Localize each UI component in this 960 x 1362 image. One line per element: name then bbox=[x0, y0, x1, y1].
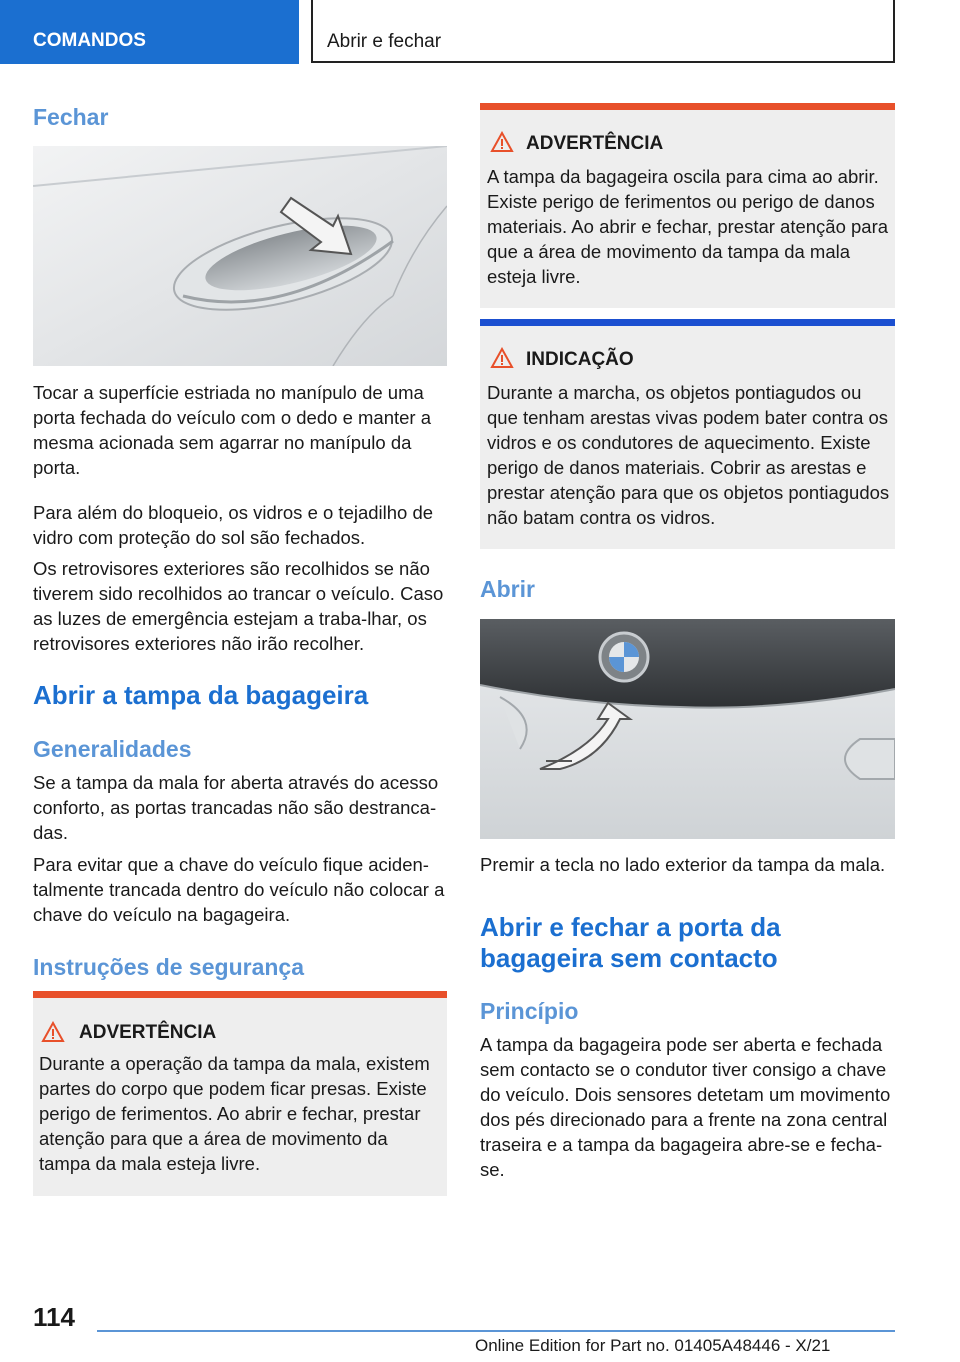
warning-text: Durante a operação da tampa da mala, existem partes do corpo que podem ficar presas. Existe perigo de ferimentos. Ao abrir e fechar, prestar atenção para que a área de movimento da tampa da mala esteja livre. bbox=[39, 1053, 430, 1174]
section-tab bbox=[0, 0, 299, 64]
paragraph-fechar-1: Tocar a superfície estriada no manípulo de uma porta fechada do veículo com o dedo e manter a mesma acionada sem agarrar no manípulo da porta. bbox=[33, 382, 432, 478]
door-handle-illustration bbox=[33, 146, 447, 366]
trunk-button-illustration bbox=[480, 619, 895, 839]
warning-title: ADVERTÊNCIA bbox=[526, 133, 664, 154]
section-label: COMANDOS bbox=[33, 30, 146, 51]
footer-rule bbox=[97, 1330, 895, 1332]
paragraph-generalidades-2: Para evitar que a chave do veículo fique aciden-talmente trancada dentro do veículo não colocar a chave do veículo na bagageira. bbox=[33, 854, 445, 925]
page-header-title-box bbox=[311, 0, 895, 63]
warning-triangle-icon bbox=[490, 131, 514, 153]
warning-title: ADVERTÊNCIA bbox=[79, 1022, 217, 1043]
warning-text: A tampa da bagageira oscila para cima ao abrir. Existe perigo de ferimentos ou perigo de danos materiais. Ao abrir e fechar, prestar atenção para que a área de movimento da tampa da mala esteja livre. bbox=[487, 166, 889, 287]
notice-bar bbox=[480, 319, 895, 326]
footer-edition: Online Edition for Part no. 01405A48446 - X/21 bbox=[475, 1336, 831, 1355]
warning-bar bbox=[480, 103, 895, 110]
heading-principio: Princípio bbox=[480, 998, 579, 1024]
paragraph-generalidades-1: Se a tampa da mala for aberta através do acesso conforto, as portas trancadas não são destranca-das. bbox=[33, 772, 439, 843]
notice-text: Durante a marcha, os objetos pontiagudos ou que tenham arestas vivas podem bater contra os vidros e os condutores de aquecimento. Existe perigo de danos materiais. Cobrir as arestas e prestar atenção para que os objetos pontiagudos não batam contra os vidros. bbox=[487, 382, 890, 528]
warning-box-right bbox=[480, 103, 895, 308]
heading-abrir: Abrir bbox=[480, 576, 535, 602]
paragraph-fechar-2: Para além do bloqueio, os vidros e o tejadilho de vidro com proteção do sol são fechados. bbox=[33, 502, 434, 548]
warning-triangle-icon bbox=[41, 1021, 65, 1043]
warning-box-left bbox=[33, 991, 447, 1196]
heading-abrir-tampa: Abrir a tampa da bagageira bbox=[33, 680, 369, 710]
page-header-title: Abrir e fechar bbox=[327, 31, 442, 52]
page-number: 114 bbox=[33, 1302, 75, 1332]
notice-box bbox=[480, 319, 895, 549]
warning-bar bbox=[33, 991, 447, 998]
paragraph-principio: A tampa da bagageira pode ser aberta e fechada sem contacto se o condutor tiver consigo a chave do veículo. Dois sensores detetam um movimento dos pés direcionado para a frente na zona central traseira e a tampa da bagageira abre-se e fecha-se. bbox=[480, 1034, 891, 1180]
paragraph-abrir: Premir a tecla no lado exterior da tampa da mala. bbox=[480, 854, 886, 875]
heading-seguranca: Instruções de segurança bbox=[33, 954, 304, 980]
notice-title: INDICAÇÃO bbox=[526, 349, 634, 370]
heading-sem-contacto: Abrir e fechar a porta da bagageira sem contacto bbox=[480, 912, 781, 973]
heading-generalidades: Generalidades bbox=[33, 736, 192, 762]
paragraph-fechar-3: Os retrovisores exteriores são recolhidos se não tiverem sido recolhidos ao trancar o veículo. Caso as luzes de emergência estejam a traba-lhar, os retrovisores exteriores não irão recolher. bbox=[33, 558, 444, 654]
heading-fechar: Fechar bbox=[33, 104, 109, 130]
notice-triangle-icon bbox=[490, 347, 514, 369]
